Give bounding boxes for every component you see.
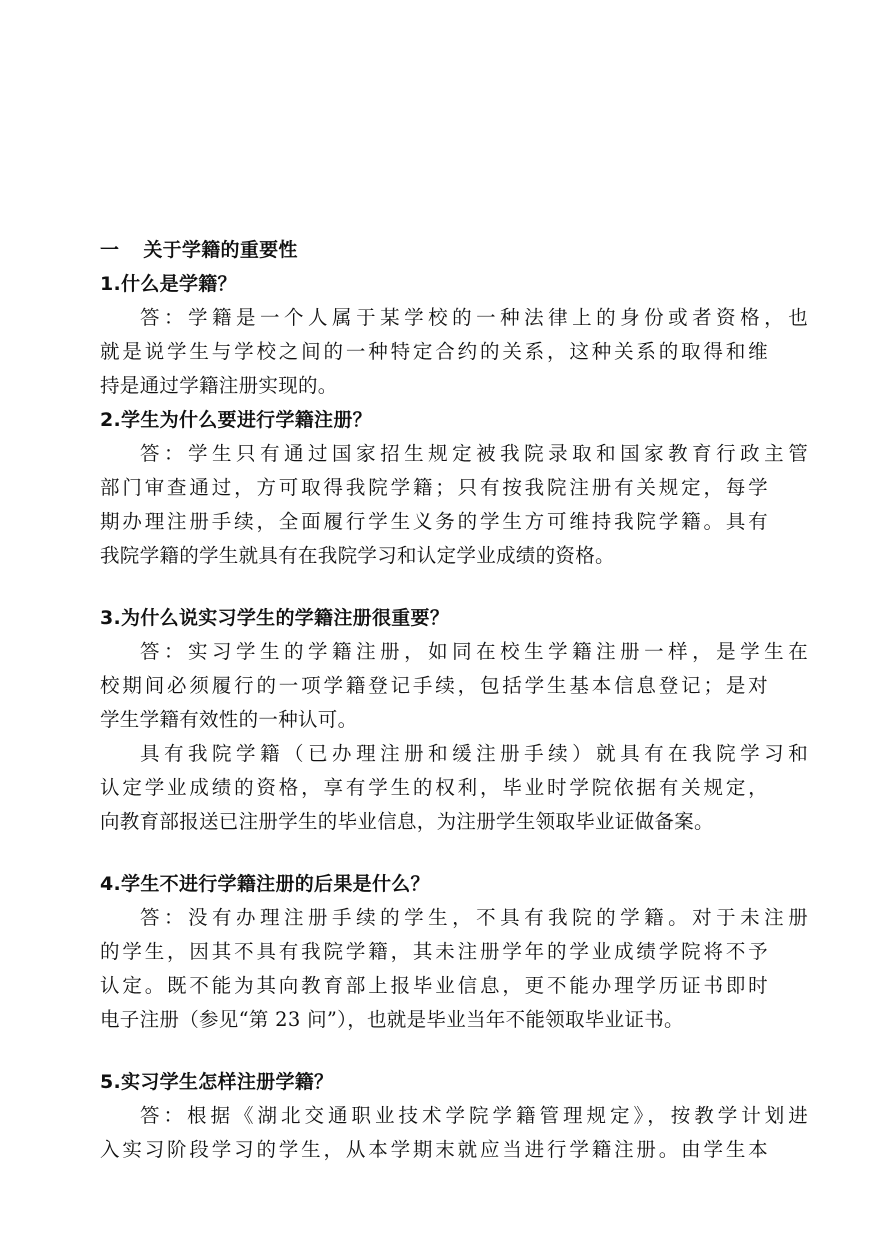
answer-3-line-2: 校期间必须履行的一项学籍登记手续，包括学生基本信息登记；是对: [100, 674, 768, 697]
paragraph-spacer: [100, 573, 768, 601]
answer-5-line-2: 入实习阶段学习的学生，从本学期末就应当进行学籍注册。由学生本: [100, 1138, 768, 1161]
answer-3-line-3: 学生学籍有效性的一种认可。: [100, 708, 358, 731]
paragraph-spacer: [100, 1037, 768, 1065]
question-4-heading: 4.学生不进行学籍注册的后果是什么？: [100, 873, 430, 895]
answer-4-line-2: 的学生，因其不具有我院学籍，其未注册学年的学业成绩学院将不予: [100, 940, 768, 963]
answer-2-line-3: 期办理注册手续，全面履行学生义务的学生方可维持我院学籍。具有: [100, 510, 768, 533]
answer-4-line-3: 认定。既不能为其向教育部上报毕业信息，更不能办理学历证书即时: [100, 974, 768, 997]
answer-3-line-1: 答：实习学生的学籍注册，如同在校生学籍注册一样，是学生在: [140, 640, 808, 663]
answer-1-line-2: 就是说学生与学校之间的一种特定合约的关系，这种关系的取得和维: [100, 340, 768, 363]
question-5-heading: 5.实习学生怎样注册学籍？: [100, 1071, 334, 1093]
answer-4-line-1: 答：没有办理注册手续的学生，不具有我院的学籍。对于未注册: [140, 906, 808, 929]
document-body: [100, 233, 808, 1167]
answer-4-line-4: 电子注册（参见“第 23 问”），也就是毕业当年不能领取毕业证书。: [100, 1008, 684, 1031]
question-1-heading: 1.什么是学籍？: [100, 273, 237, 295]
answer-1-line-1: 答：学籍是一个人属于某学校的一种法律上的身份或者资格，也: [140, 306, 808, 329]
section-title-text: 关于学籍的重要性: [143, 239, 298, 261]
section-title: [100, 233, 768, 267]
question-3-heading: 3.为什么说实习学生的学籍注册很重要？: [100, 607, 450, 629]
answer-3-line-6: 向教育部报送已注册学生的毕业信息，为注册学生领取毕业证做备案。: [100, 810, 714, 833]
answer-5-line-1: 答：根据《湖北交通职业技术学院学籍管理规定》，按教学计划进: [140, 1104, 808, 1127]
question-2-heading: 2.学生为什么要进行学籍注册？: [100, 409, 372, 431]
answer-1-line-3: 持是通过学籍注册实现的。: [100, 374, 338, 397]
answer-2-line-4: 我院学籍的学生就具有在我院学习和认定学业成绩的资格。: [100, 544, 615, 567]
section-number: 一: [100, 239, 120, 261]
answer-2-line-1: 答：学生只有通过国家招生规定被我院录取和国家教育行政主管: [140, 442, 808, 465]
answer-3-line-4: 具有我院学籍（已办理注册和缓注册手续）就具有在我院学习和: [140, 742, 808, 765]
answer-3-line-5: 认定学业成绩的资格，享有学生的权利，毕业时学院依据有关规定，: [100, 776, 768, 799]
paragraph-spacer: [100, 839, 768, 867]
answer-2-line-2: 部门审查通过，方可取得我院学籍；只有按我院注册有关规定，每学: [100, 476, 768, 499]
